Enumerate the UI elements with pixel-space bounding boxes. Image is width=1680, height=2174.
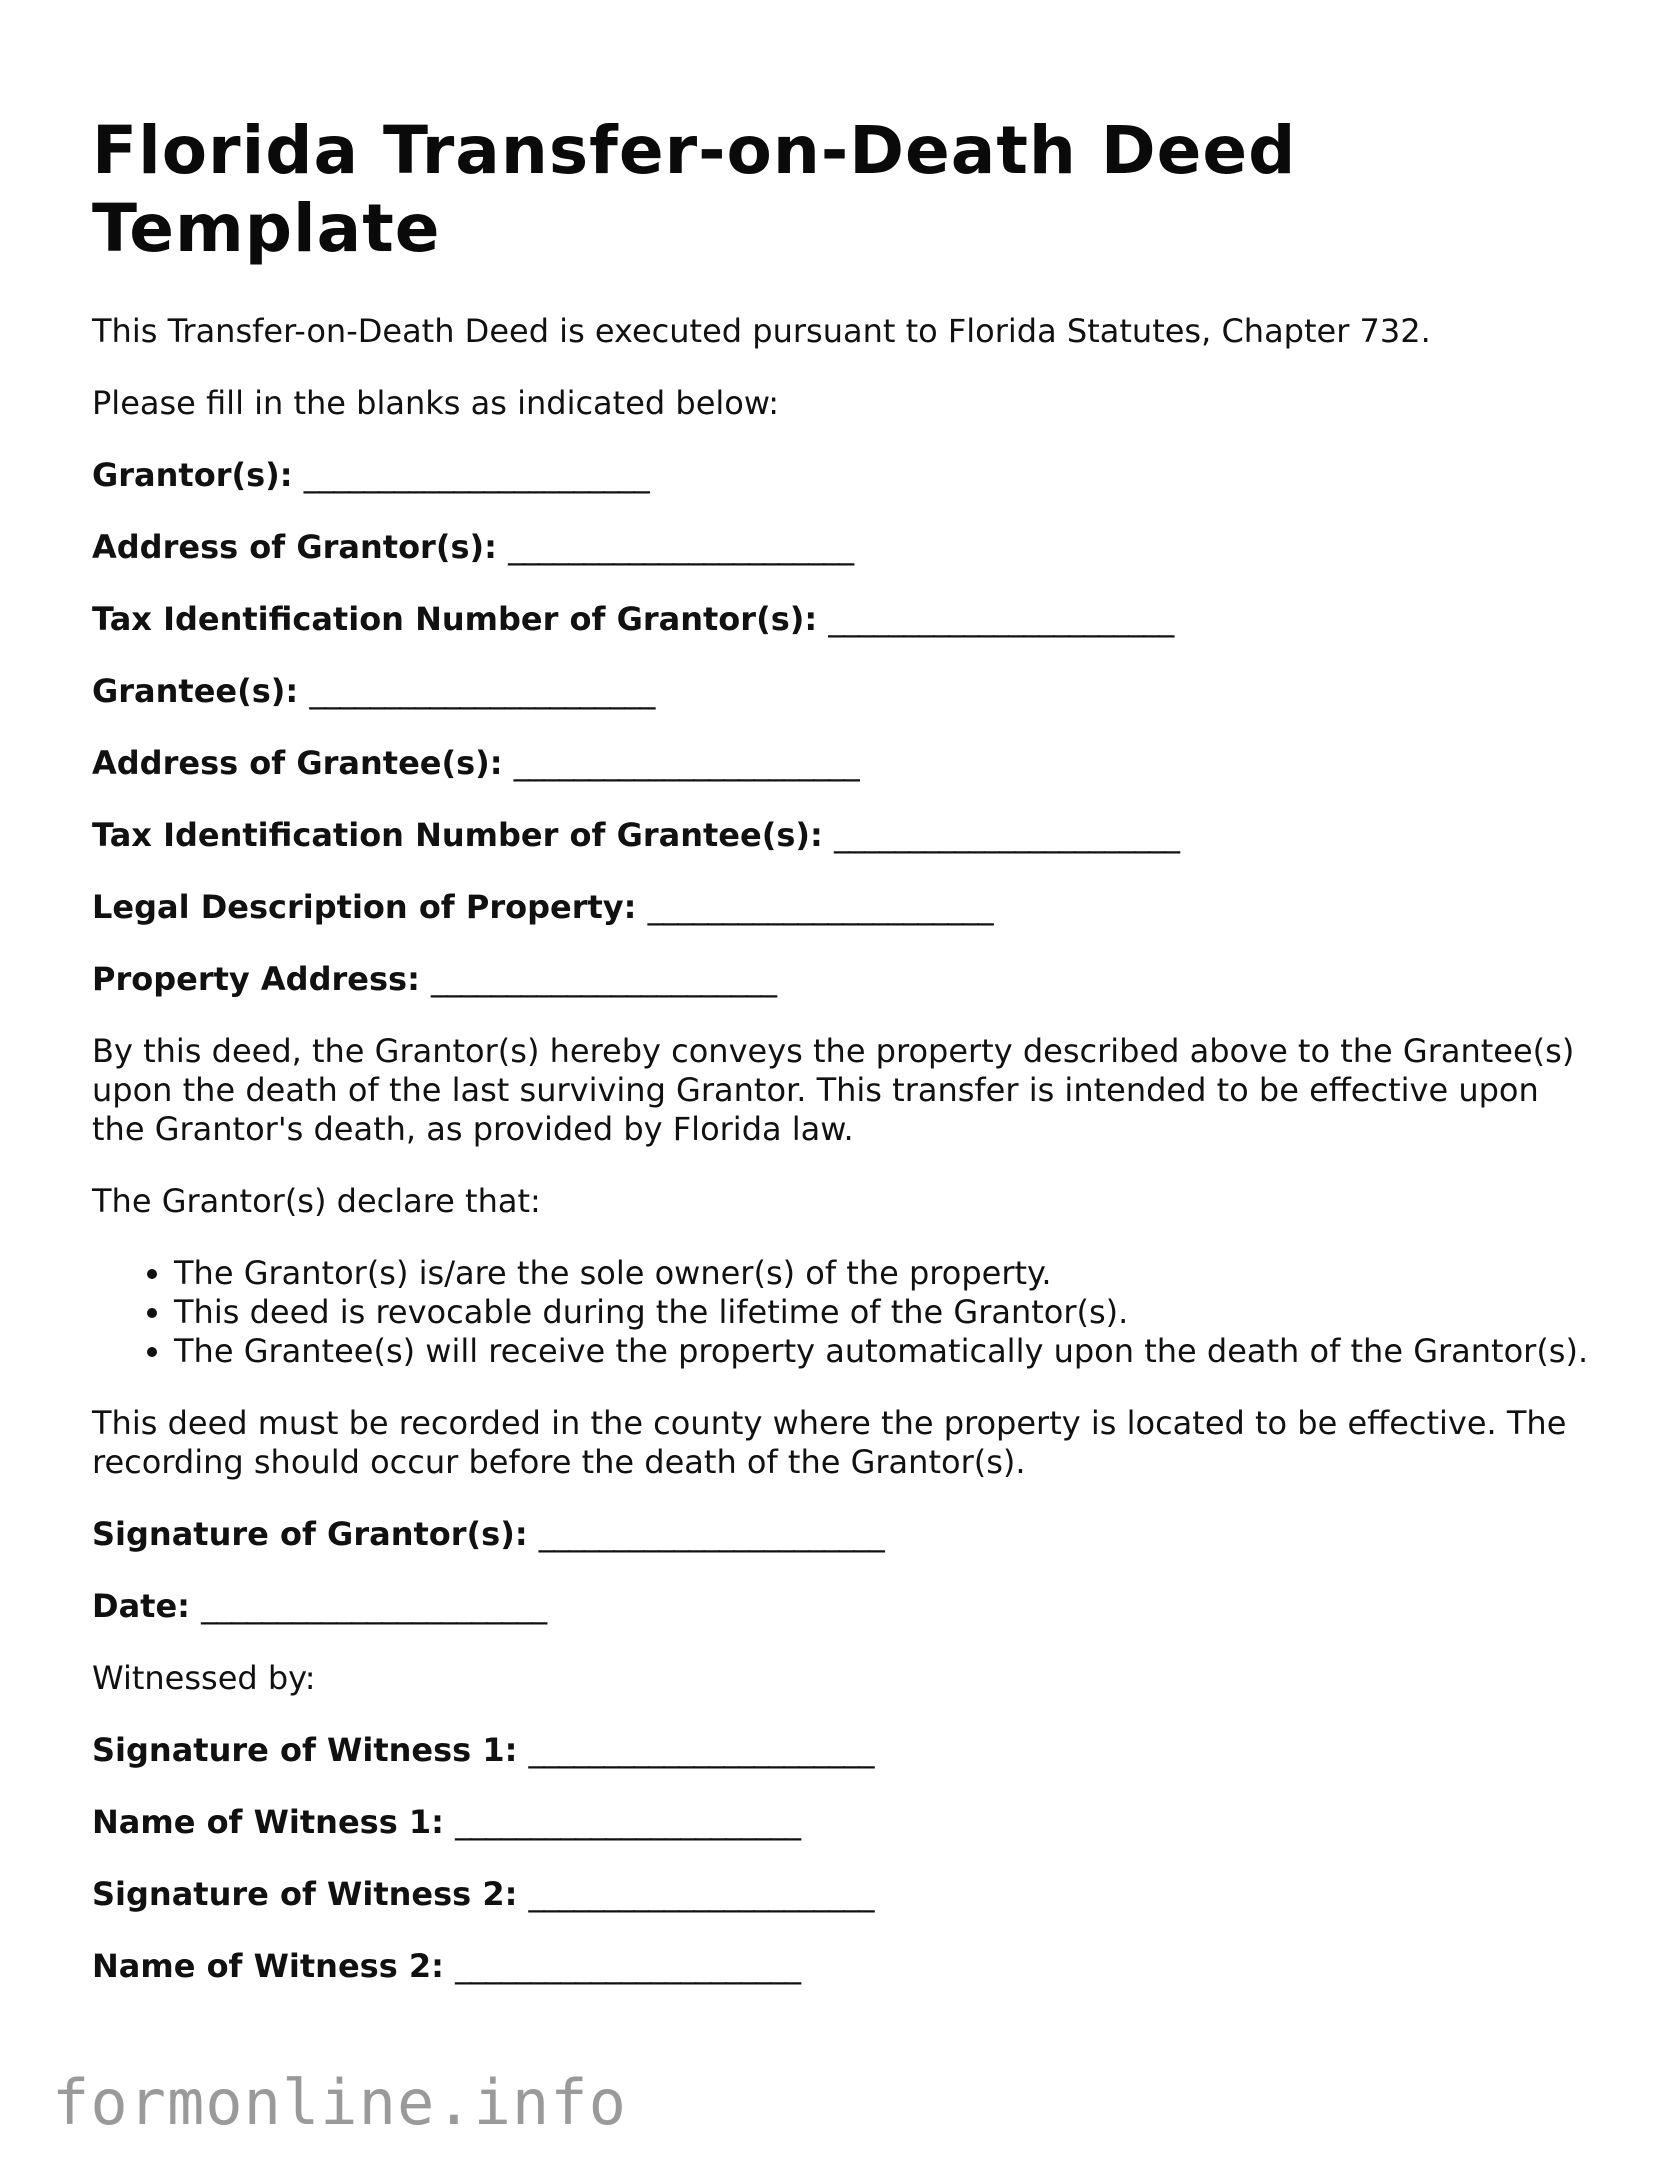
fill-blank[interactable]: _______________________ (455, 1947, 801, 1985)
field-label: Address of Grantor(s): (92, 528, 497, 566)
grantee-field[interactable] (92, 672, 1592, 711)
grantor-tax-id-field[interactable] (92, 600, 1592, 639)
property-address-field[interactable] (92, 960, 1592, 999)
fill-blank[interactable]: _______________________ (828, 600, 1174, 638)
instructions-text: Please fill in the blanks as indicated below: (92, 384, 780, 422)
fill-blank[interactable]: _______________________ (309, 672, 655, 710)
witness-1-name-field[interactable] (92, 1803, 1592, 1842)
watermark-text: formonline.info (52, 2066, 627, 2139)
witness-2-name-field[interactable] (92, 1947, 1592, 1986)
fill-blank[interactable]: _______________________ (647, 888, 993, 926)
field-label: Tax Identification Number of Grantee(s): (92, 816, 823, 854)
field-label: Grantee(s): (92, 672, 299, 710)
witness-1-signature-field[interactable] (92, 1731, 1592, 1770)
date-field[interactable] (92, 1587, 1592, 1626)
list-item: • The Grantee(s) will receive the property automatically upon the death of the Grantor(s). (174, 1332, 1592, 1371)
grantee-tax-id-field[interactable] (92, 816, 1592, 855)
fill-blank[interactable]: _______________________ (528, 1731, 874, 1769)
declarations-list (92, 1254, 1592, 1371)
field-label: Signature of Witness 2: (92, 1875, 518, 1913)
recording-paragraph: This deed must be recorded in the county where the property is located to be effective. The recording should occur before the death of the Grantor(s). (92, 1404, 1567, 1481)
list-item: • The Grantor(s) is/are the sole owner(s) of the property. (174, 1254, 1592, 1293)
declare-intro: The Grantor(s) declare that: (92, 1182, 541, 1220)
legal-description-field[interactable] (92, 888, 1592, 927)
field-label: Date: (92, 1587, 190, 1625)
field-label: Address of Grantee(s): (92, 744, 503, 782)
grantor-field[interactable] (92, 456, 1592, 495)
list-item: • This deed is revocable during the lifetime of the Grantor(s). (174, 1293, 1592, 1332)
field-label: Legal Description of Property: (92, 888, 637, 926)
witnessed-by-text: Witnessed by: (92, 1659, 316, 1697)
fill-blank[interactable]: _______________________ (431, 960, 776, 998)
field-label: Signature of Witness 1: (92, 1731, 518, 1769)
document-page (92, 112, 1592, 2019)
fill-blank[interactable]: _______________________ (455, 1803, 801, 1841)
grantee-address-field[interactable] (92, 744, 1592, 783)
field-label: Grantor(s): (92, 456, 293, 494)
field-label: Name of Witness 1: (92, 1803, 444, 1841)
grantor-address-field[interactable] (92, 528, 1592, 567)
fill-blank[interactable]: _______________________ (201, 1587, 547, 1625)
witness-2-signature-field[interactable] (92, 1875, 1592, 1914)
field-label: Tax Identification Number of Grantor(s): (92, 600, 818, 638)
page-title: Florida Transfer-on-Death Deed Template (92, 112, 1297, 267)
fill-blank[interactable]: _______________________ (538, 1515, 884, 1553)
fill-blank[interactable]: _______________________ (513, 744, 859, 782)
intro-text: This Transfer-on-Death Deed is executed pursuant to Florida Statutes, Chapter 732. (92, 312, 1431, 350)
fill-blank[interactable]: _______________________ (508, 528, 854, 566)
grantor-signature-field[interactable] (92, 1515, 1592, 1554)
field-label: Signature of Grantor(s): (92, 1515, 528, 1553)
fill-blank[interactable]: _______________________ (833, 816, 1179, 854)
field-label: Name of Witness 2: (92, 1947, 444, 1985)
conveyance-paragraph: By this deed, the Grantor(s) hereby conveys the property described above to the Grantee(s) upon the death of the last surviving Grantor. This transfer is intended to be effective upon the Grantor's death, as provided by Florida law. (92, 1032, 1575, 1148)
field-label: Property Address: (92, 960, 420, 998)
fill-blank[interactable]: _______________________ (303, 456, 649, 494)
fill-blank[interactable]: _______________________ (528, 1875, 874, 1913)
